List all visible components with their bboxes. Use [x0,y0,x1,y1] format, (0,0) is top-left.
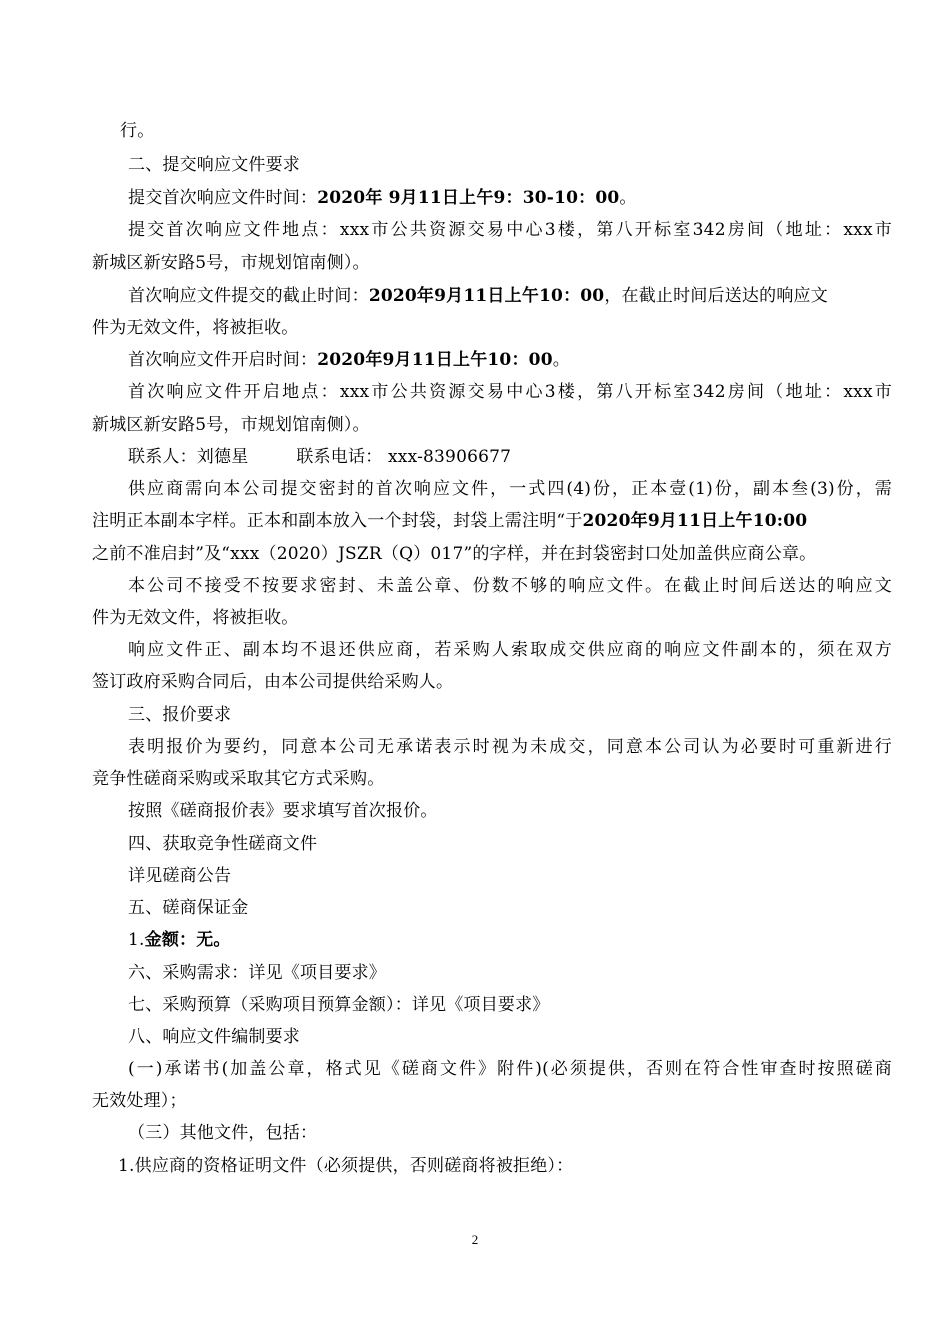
section-heading: 八、响应文件编制要求 [128,1027,300,1047]
section-heading: 五、磋商保证金 [128,898,249,918]
section-heading: 二、提交响应文件要求 [128,155,300,175]
text-line: 签订政府采购合同后，由本公司提供给采购人。 [92,672,454,692]
page-number: 2 [471,1232,479,1247]
contact-line [128,446,892,468]
text-line: 首次响应文件开启地点：xxx市公共资源交易中心3楼，第八开标室342房间（地址：xxx市 [128,382,892,402]
contact-person: 联系人：刘德星 [128,447,249,467]
text-line: 新城区新安路5号，市规划馆南侧）。 [92,253,370,273]
text-line: 提交首次响应文件地点：xxx市公共资源交易中心3楼，第八开标室342房间（地址：xxx市 [128,220,892,240]
text-line: 表明报价为要约，同意本公司无承诺表示时视为未成交，同意本公司认为必要时可重新进行 [128,737,892,757]
text-line: 无效处理）； [92,1091,187,1111]
text-line: 件为无效文件，将被拒收。 [92,608,299,628]
text-line: 1.金额：无。 [128,930,231,950]
text-line: 竞争性磋商采购或采取其它方式采购。 [92,769,385,789]
text-line: 首次响应文件开启时间：2020年9月11日上午10：00。 [128,350,570,370]
contact-phone: 联系电话： xxx-83906677 [296,447,512,467]
text-line: 按照《磋商报价表》要求填写首次报价。 [128,801,438,821]
text-line: (一)承诺书(加盖公章，格式见《磋商文件》附件)(必须提供，否则在符合性审查时按照磋商 [128,1059,892,1079]
section-heading: 四、获取竞争性磋商文件 [128,834,318,854]
text-line: 件为无效文件，将被拒收。 [92,318,299,338]
text-line: 本公司不接受不按要求密封、未盖公章、份数不够的响应文件。在截止时间后送达的响应文 [128,576,892,596]
text-line: 首次响应文件提交的截止时间：2020年9月11日上午10：00，在截止时间后送达的响应文 [128,286,828,306]
text-line: 注明正本副本字样。正本和副本放入一个封袋，封袋上需注明“于2020年9月11日上午10:00 [92,511,808,531]
text-line: 行。 [120,121,155,141]
text-line: 1.供应商的资格证明文件（必须提供，否则磋商将被拒绝）： [118,1156,574,1176]
section-heading: 六、采购需求：详见《项目要求》 [128,963,386,983]
text-line: 新城区新安路5号，市规划馆南侧）。 [92,415,370,435]
text-line: 供应商需向本公司提交密封的首次响应文件，一式四(4)份，正本壹(1)份，副本叁(3)份，需 [128,479,892,499]
text-line: 响应文件正、副本均不退还供应商，若采购人索取成交供应商的响应文件副本的，须在双方 [128,640,892,660]
text-line: 提交首次响应文件时间：2020年 9月11日上午9：30-10：00。 [128,188,637,208]
section-heading: 三、报价要求 [128,705,232,725]
text-line: 详见磋商公告 [128,866,232,886]
text-line: 之前不准启封”及“xxx（2020）JSZR（Q）017”的字样，并在封袋密封口处加盖供应商公章。 [92,544,817,564]
section-heading: 七、采购预算（采购项目预算金额）：详见《项目要求》 [128,995,550,1015]
text-line: （三）其他文件，包括： [128,1123,318,1143]
